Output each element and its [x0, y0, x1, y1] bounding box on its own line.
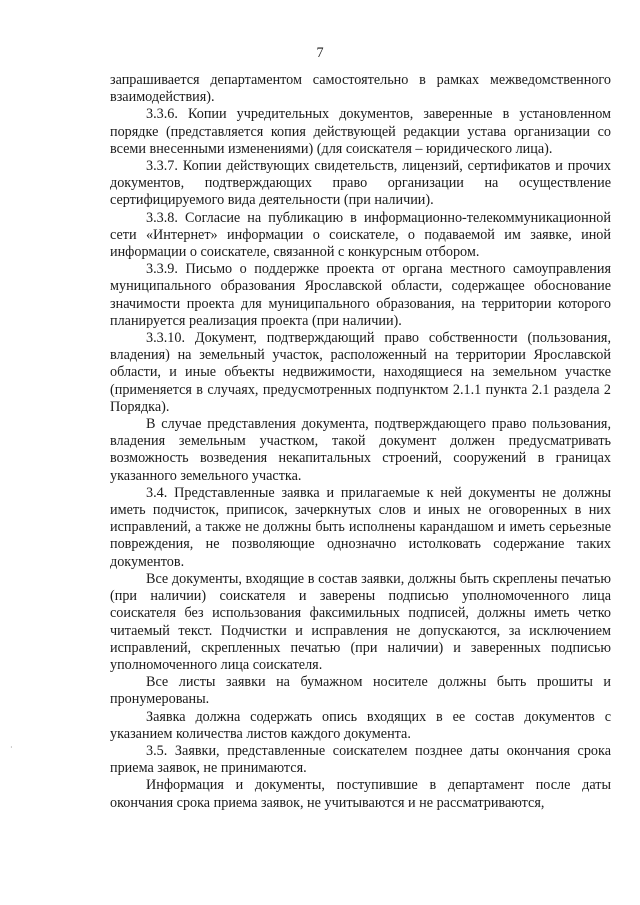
- paragraph-3-5: 3.5. Заявки, представленные соискателем позднее даты окончания срока приема заявок, не принимаются.: [110, 742, 611, 777]
- margin-mark: ·: [10, 743, 13, 752]
- paragraph-continuation: запрашивается департаментом самостоятельно в рамках межведомственного взаимодействия).: [110, 72, 611, 106]
- paragraph-3-3-6: 3.3.6. Копии учредительных документов, заверенные в установленном порядке (представляется копия действующей редакции устава организации со всеми внесенными изменениями) (для соискателя – юридического лица).: [110, 106, 611, 157]
- paragraph-land-rights: В случае представления документа, подтверждающего право пользования, владения земельным участком, такой документ должен предусматривать возможность возведения некапитальных строений, сооружений в границах указанного земельного участка.: [110, 416, 611, 484]
- paragraph-3-3-10: 3.3.10. Документ, подтверждающий право собственности (пользования, владения) на земельный участок, расположенный на территории Ярославской области, и иные объекты недвижимости, находящиеся на земельном участке (применяется в случаях, предусмотренных подпунктом 2.1.1 пункта 2.1 раздела 2 Порядка).: [110, 330, 611, 415]
- paragraph-3-3-8: 3.3.8. Согласие на публикацию в информационно-телекоммуникационной сети «Интернет» информации о соискателе, о подаваемой им заявке, иной информации о соискателе, связанной с конкурсным отбором.: [110, 209, 611, 261]
- paragraph-documents-sealed: Все документы, входящие в состав заявки, должны быть скреплены печатью (при наличии) соискателя и заверены подписью уполномоченного лица соискателя без использования факсимильных подписей, должны иметь четко читаемый текст. Подчистки и исправления не допускаются, за исключением исправлений, скрепленных печатью (при наличии) и заверенных подписью уполномоченного лица соискателя.: [110, 570, 611, 673]
- paragraph-3-4: 3.4. Представленные заявка и прилагаемые к ней документы не должны иметь подчисток, приписок, зачеркнутых слов и иных не оговоренных в них исправлений, а также не должны быть исполнены карандашом и иметь серьезные повреждения, не позволяющие однозначно истолковать содержание таких документов.: [110, 484, 611, 570]
- paragraph-3-3-7: 3.3.7. Копии действующих свидетельств, лицензий, сертификатов и прочих документов, подтверждающих право организации на осуществление сертифицируемого вида деятельности (при наличии).: [110, 158, 611, 209]
- paragraph-3-3-9: 3.3.9. Письмо о поддержке проекта от органа местного самоуправления муниципального образования Ярославской области, содержащее обоснование значимости проекта для муниципального образования, на территории которого планируется реализация проекта (при наличии).: [110, 261, 611, 329]
- page-number: 7: [316, 45, 324, 61]
- paragraph-sheets-bound: Все листы заявки на бумажном носителе должны быть прошиты и пронумерованы.: [110, 674, 611, 708]
- paragraph-inventory: Заявка должна содержать опись входящих в ее состав документов с указанием количества листов каждого документа.: [110, 708, 611, 742]
- paragraph-late-documents: Информация и документы, поступившие в департамент после даты окончания срока приема заявок, не учитываются и не рассматриваются,: [110, 777, 611, 811]
- document-body: [110, 72, 611, 812]
